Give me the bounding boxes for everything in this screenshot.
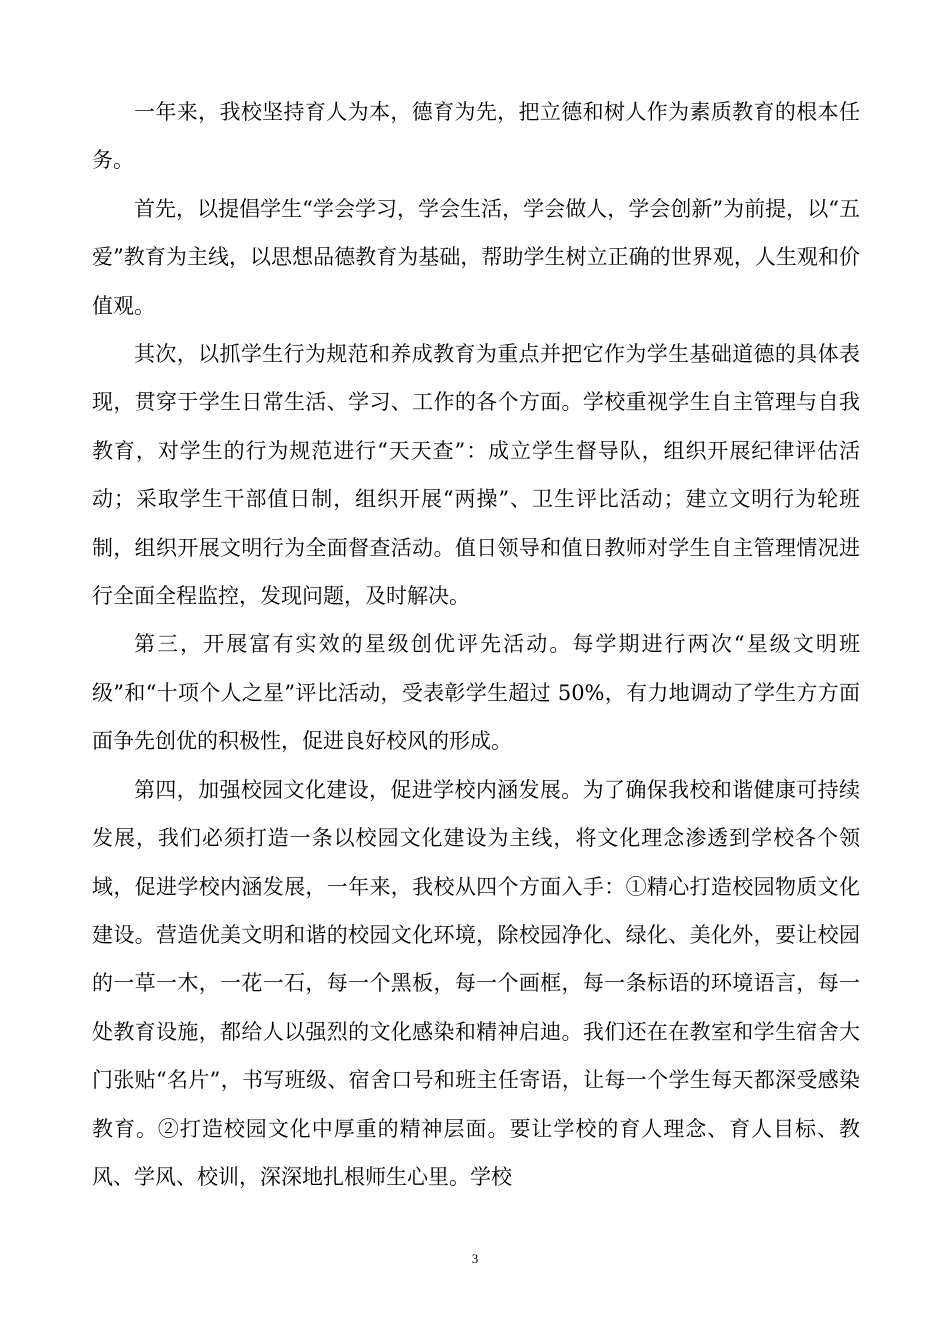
paragraph: 首先，以提倡学生“学会学习，学会生活，学会做人，学会创新”为前提，以“五爱”教育为主线，以思想品德教育为基础，帮助学生树立正确的世界观，人生观和价值观。 [92,196,860,318]
page-number: 3 [471,1251,479,1266]
paragraph: 其次，以抓学生行为规范和养成教育为重点并把它作为学生基础道德的具体表现，贯穿于学生日常生活、学习、工作的各个方面。学校重视学生自主管理与自我教育，对学生的行为规范进行“天天查”：成立学生督导队，组织开展纪律评估活动；采取学生干部值日制，组织开展“两操”、卫生评比活动；建立文明行为轮班制，组织开展文明行为全面督查活动。值日领导和值日教师对学生自主管理情况进行全面全程监控，发现问题，及时解决。 [92,342,860,609]
paragraph: 第四，加强校园文化建设，促进学校内涵发展。为了确保我校和谐健康可持续发展，我们必须打造一条以校园文化建设为主线，将文化理念渗透到学校各个领域，促进学校内涵发展，一年来，我校从四个方面入手：①精心打造校园物质文化建设。营造优美文明和谐的校园文化环境，除校园净化、绿化、美化外，要让校园的一草一木，一花一石，每一个黑板，每一个画框，每一条标语的环境语言，每一处教育设施，都给人以强烈的文化感染和精神启迪。我们还在在教室和学生宿舍大门张贴“名片”，书写班级、宿舍口号和班主任寄语，让每一个学生每天都深受感染教育。②打造校园文化中厚重的精神层面。要让学校的育人理念、育人目标、教风、学风、校训，深深地扎根师生心里。学校 [92,777,860,1189]
document-body [92,88,860,1201]
paragraph: 第三，开展富有实效的星级创优评先活动。每学期进行两次“星级文明班级”和“十项个人之星”评比活动，受表彰学生超过 50%，有力地调动了学生方方面面争先创优的积极性，促进良好校风的形成。 [92,632,860,754]
paragraph: 一年来，我校坚持育人为本，德育为先，把立德和树人作为素质教育的根本任务。 [92,100,860,173]
